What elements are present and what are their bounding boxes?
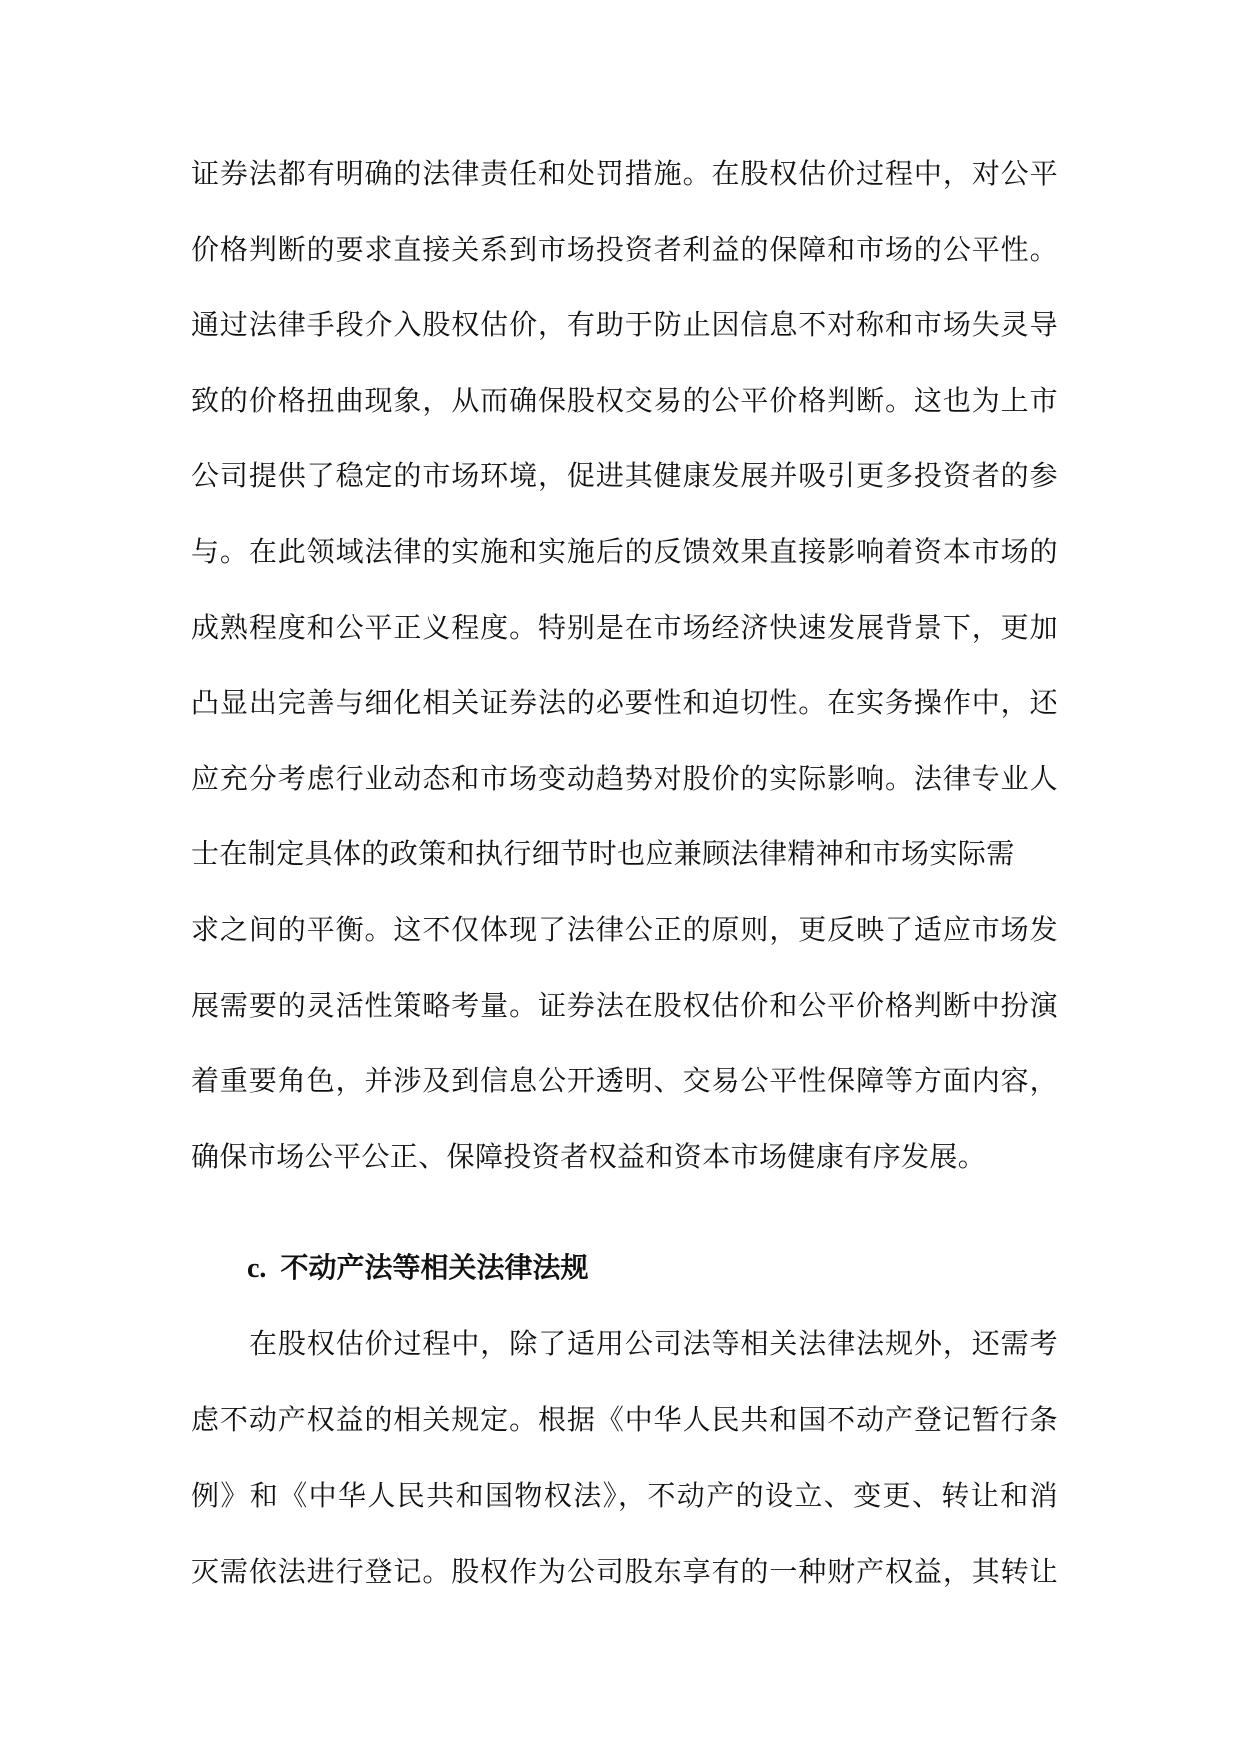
text-line: 确保市场公平公正、保障投资者权益和资本市场健康有序发展。	[191, 1140, 987, 1173]
section-heading-marker: c.	[247, 1253, 267, 1284]
text-line: 致的价格扭曲现象，从而确保股权交易的公平价格判断。这也为上市	[191, 384, 1058, 417]
text-line: 展需要的灵活性策略考量。证券法在股权估价和公平价格判断中扮演	[191, 989, 1058, 1022]
text-line: 凸显出完善与细化相关证券法的必要性和迫切性。在实务操作中，还	[191, 686, 1058, 719]
text-line: 例》和《中华人民共和国物权法》，不动产的设立、变更、转让和消	[191, 1479, 1058, 1512]
text-line: 成熟程度和公平正义程度。特别是在市场经济快速发展背景下，更加	[191, 611, 1058, 644]
section-heading	[247, 1248, 588, 1288]
text-line: 着重要角色，并涉及到信息公开透明、交易公平性保障等方面内容，	[191, 1064, 1058, 1097]
text-line: 在股权估价过程中，除了适用公司法等相关法律法规外，还需考	[249, 1327, 1058, 1360]
text-line: 应充分考虑行业动态和市场变动趋势对股价的实际影响。法律专业人	[191, 762, 1058, 795]
section-heading-title: 不动产法等相关法律法规	[280, 1251, 589, 1284]
text-line: 公司提供了稳定的市场环境，促进其健康发展并吸引更多投资者的参	[191, 459, 1058, 492]
text-line: 士在制定具体的政策和执行细节时也应兼顾法律精神和市场实际需	[191, 837, 1015, 870]
text-line: 价格判断的要求直接关系到市场投资者利益的保障和市场的公平性。	[191, 233, 1058, 266]
text-line: 虑不动产权益的相关规定。根据《中华人民共和国不动产登记暂行条	[191, 1403, 1058, 1436]
text-line: 证券法都有明确的法律责任和处罚措施。在股权估价过程中，对公平	[191, 157, 1058, 190]
text-line: 通过法律手段介入股权估价，有助于防止因信息不对称和市场失灵导	[191, 308, 1058, 341]
text-line: 与。在此领域法律的实施和实施后的反馈效果直接影响着资本市场的	[191, 535, 1058, 568]
text-line: 灭需依法进行登记。股权作为公司股东享有的一种财产权益，其转让	[191, 1555, 1058, 1588]
text-line: 求之间的平衡。这不仅体现了法律公正的原则，更反映了适应市场发	[191, 913, 1058, 946]
